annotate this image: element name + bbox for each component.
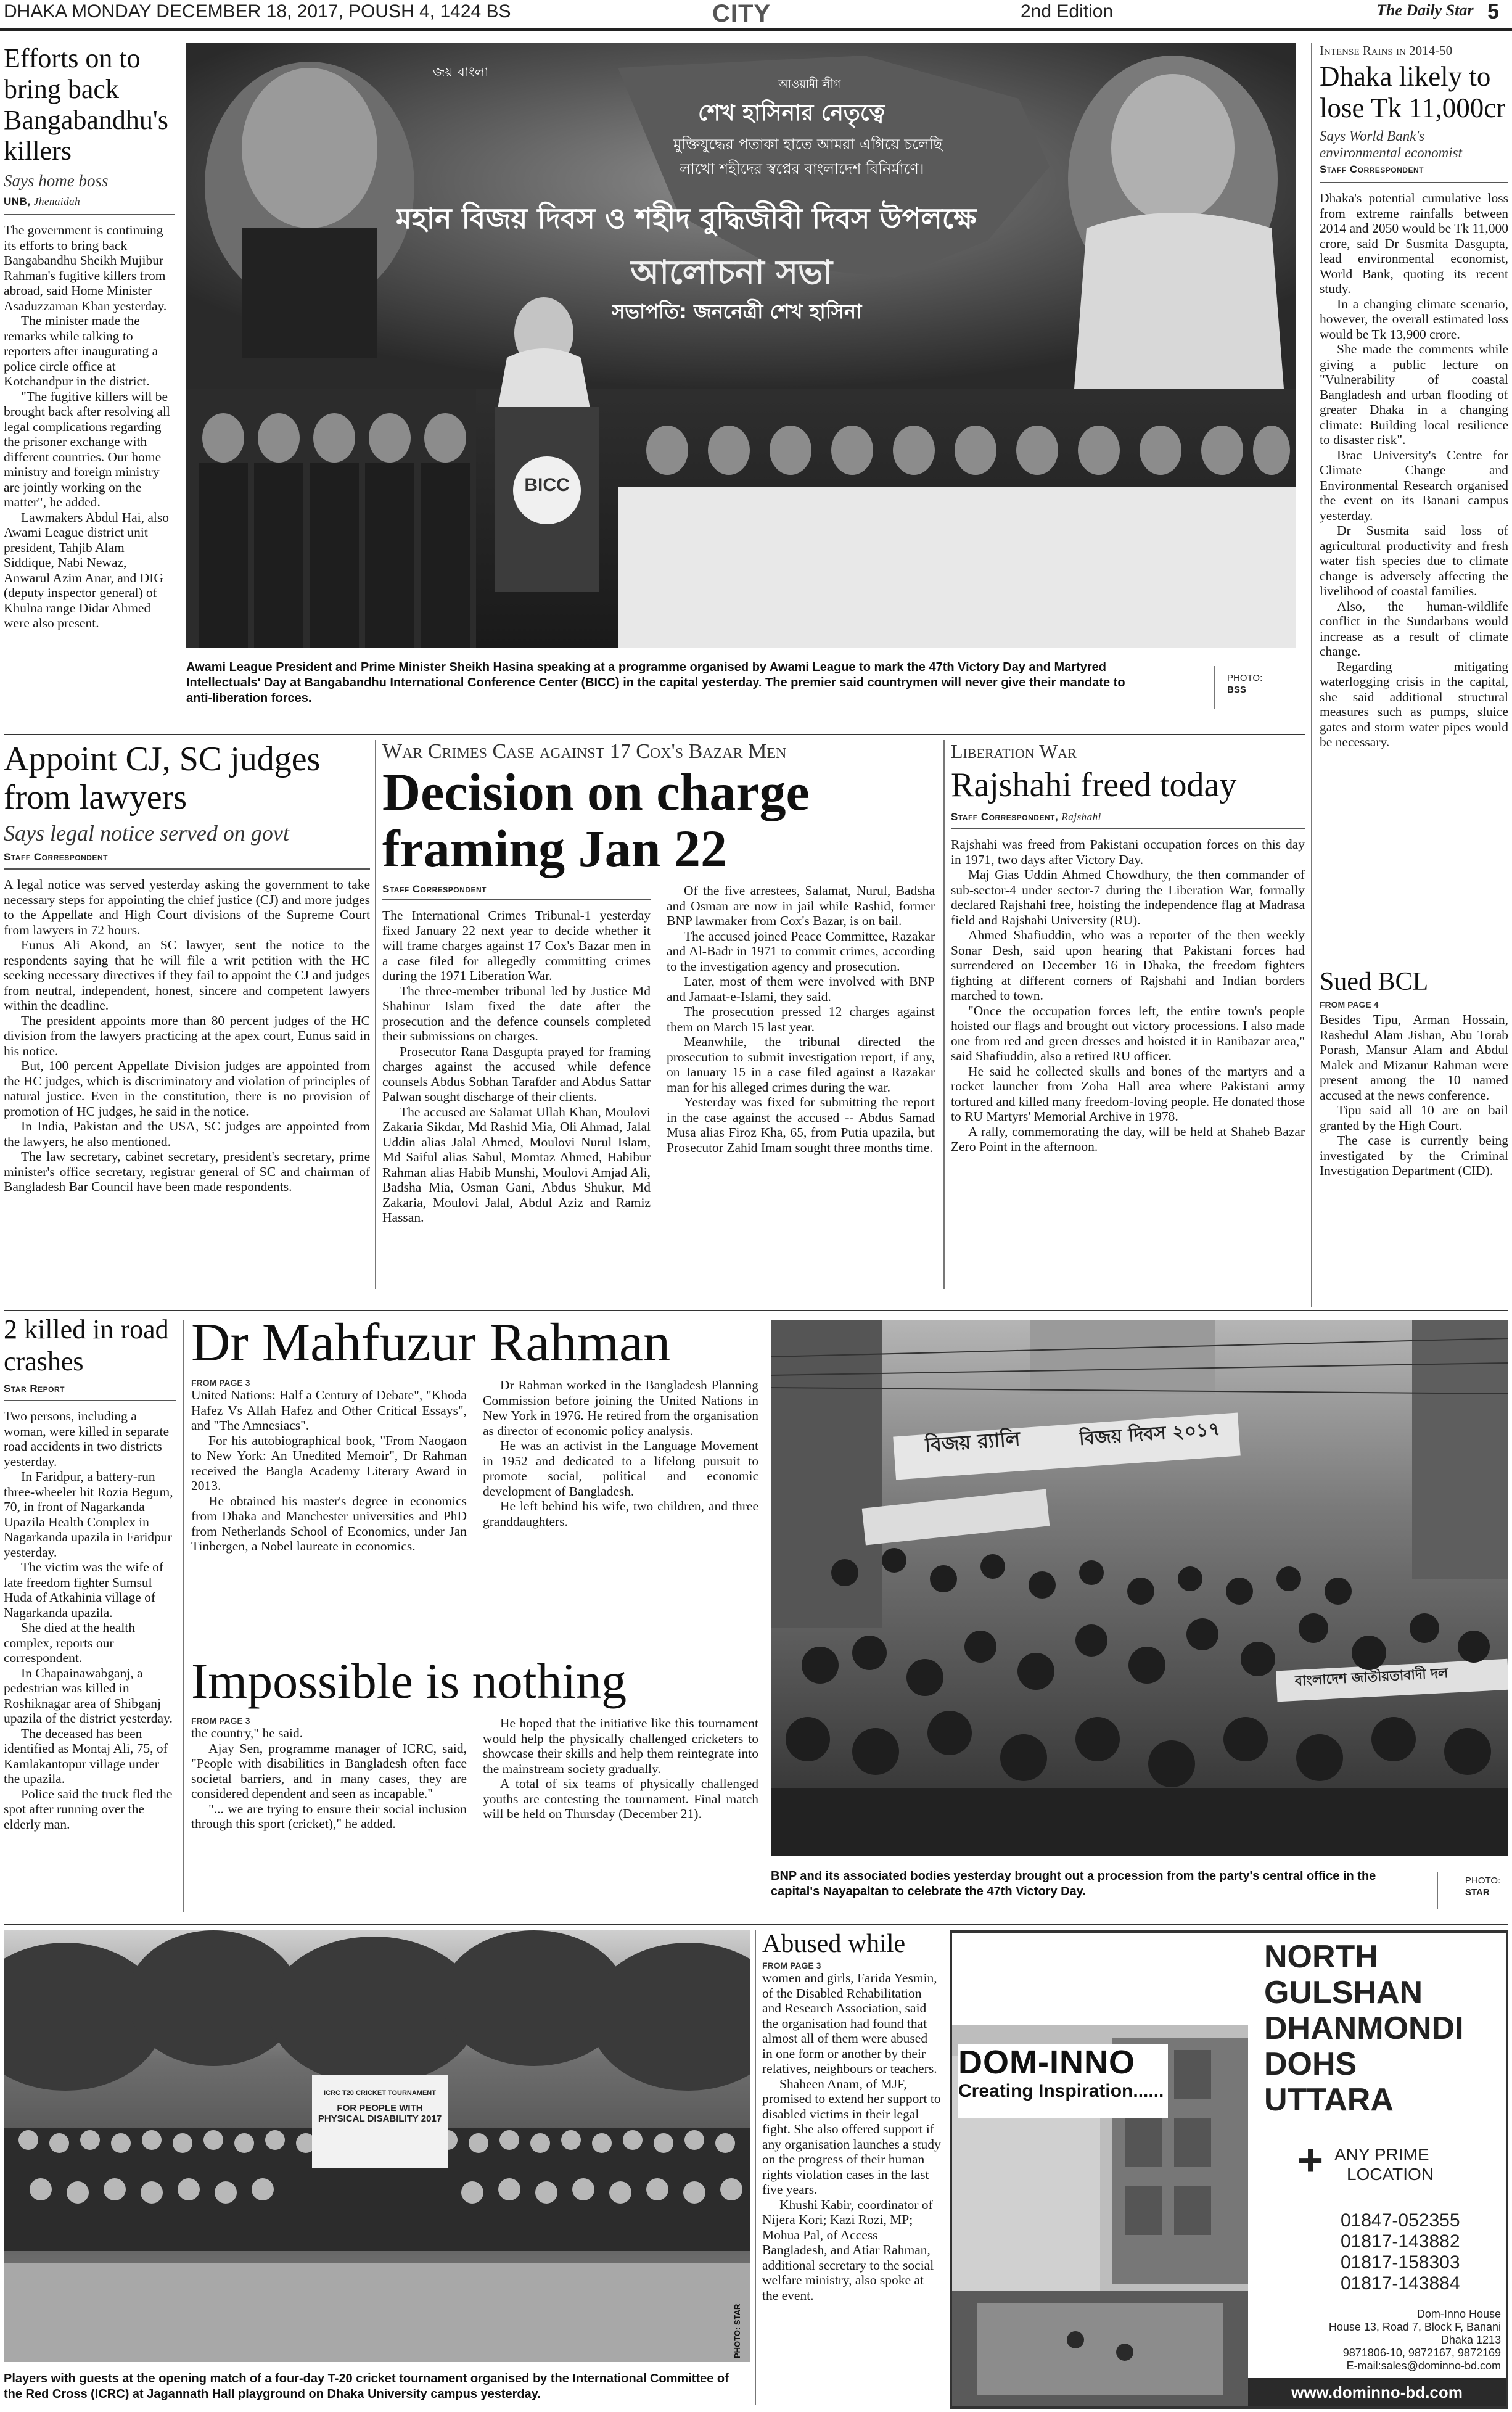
ad-telephone: 9871806-10, 9872167, 9872169 (1342, 2347, 1501, 2359)
cj-deck: Says legal notice served on govt (4, 821, 289, 846)
ad-phone-list (1341, 2210, 1501, 2297)
ad-any-prime-line-1: ANY PRIME (1334, 2145, 1429, 2164)
cricket-divider (755, 1930, 756, 2405)
rajshahi-body: Rajshahi was freed from Pakistani occupation forces on this day in 1971, two days after Victory Day. Maj Gias Uddin Ahmed Chowdhury, the then commander of sub-sector-4 under sector-7 during the Liberation War, formally declared Rajshahi free, hoisting the independence flag at Madrasa field and Rajshahi University (RU). Ahmed Shafiuddin, who was a reporter of the then weekly Sonar Desh, said upon hearing that Pakistani forces had surrendered on December 16 in Dhaka, the freedom fighters fighting at different corners of Rajshahi and Indian borders marched to town. "Once the occupation forces left, the entire town's people hoisted our flags and brought out victory processions. I also made one from red and green dresses and hoisted it in Ranibazar area," said Shafiuddin, also a retired RU officer. He said he collected skulls and bones of the martyrs and a rocket launcher from Zoha Hall area where Pakistani army tortured and killed many freedom-loving people. He donated those to RU Martyrs' Memorial Archive in 1978. A rally, commemorating the day, will be held at Shaheb Bazar Zero Point in the afternoon. (951, 837, 1305, 1154)
crashes-byline: Star Report (4, 1383, 65, 1394)
warcrimes-byline: Staff Correspondent (382, 883, 487, 895)
bcl-from-page: FROM PAGE 4 (1320, 1000, 1379, 1010)
bcl-body: Besides Tipu, Arman Hossain, Rashedul Alam Jishan, Abu Torab Porash, Mansur Alam and Abdul Malek and Mizanur Rahman were present among the 10 named accused at the news conference. Tipu said all 10 are on bail granted by the High Court. The case is currently being investigated by the Criminal Investigation Department (CID). (1320, 1012, 1508, 1179)
killers-body: The government is continuing its efforts to bring back Bangabandhu Sheikh Mujibur Rahman's fugitive killers from abroad, said Home Minister Asaduzzaman Khan yesterday. The minister made the remarks while talking to reporters after inaugurating a police circle office at Kotchandpur in the district. "The fugitive killers will be brought back after resolving all legal complications regarding the prisoner exchange with different countries. Our home ministry and foreign ministry are jointly working on the matter", he added. Lawmakers Abdul Hai, also Awami League district unit president, Tahjib Alam Siddique, Nabi Newaz, Anwarul Azim Anar, and DIG (deputy inspector general) of Khulna range Didar Ahmed were also present. (4, 223, 170, 630)
bcl-story (1320, 968, 1508, 1307)
row3-rule (4, 1310, 1508, 1311)
cricket-tournament-photo (4, 1930, 750, 2362)
dhaka-byline: Staff Correspondent (1320, 163, 1424, 175)
mahfuzur-story (191, 1314, 758, 1634)
cj-headline: Appoint CJ, SC judges from lawyers (4, 740, 321, 817)
ad-plus-sign: + (1297, 2142, 1324, 2185)
banner-line-1: শেখ হাসিনার নেতৃত্বে (698, 101, 885, 126)
dhaka-story (1320, 43, 1508, 968)
bnp-procession-photo-art (771, 1320, 1508, 1856)
masthead-edition: 2nd Edition (1021, 1, 1114, 22)
rajshahi-story (951, 740, 1305, 1295)
rajshahi-headline: Rajshahi freed today (951, 766, 1237, 804)
warcrimes-body-col2: Of the five arrestees, Salamat, Nurul, Badsha and Osman are now in jail while Rashid, former BNP lawmaker from Cox's Bazar, is on bail. The accused joined Peace Committee, Razakar and Al-Badr in 1971 to commit crimes, according to the investigation agency and prosecution. Later, most of them were involved with BNP and Jamaat-e-Islami, they said. The prosecution pressed 12 charges against them on March 15 last year. Meanwhile, the tribunal directed the prosecution to submit investigation report, if any, on January 15 in a case filed against a Razakar man for his alleged crimes during the war. Yesterday was fixed for submitting the report in the case against the accused -- Abdus Samad Musa alias Firoz Kha, 65, from Putia upazila, but Prosecutor Zahid Imam sought three months time. (667, 883, 935, 1155)
page-number: 5 (1487, 0, 1499, 23)
hasina-photo-caption: Awami League President and Prime Minister Sheikh Hasina speaking at a programme organised by Awami League to mark the 47th Victory Day and Martyred Intellectuals' Day at Bangabandhu International Conference Center (BICC) in the capital yesterday. The premier said countrymen will never give their mandate to anti-liberation forces. (186, 661, 1125, 705)
mahfuzur-from-page: FROM PAGE 3 (191, 1378, 250, 1388)
impossible-story (191, 1653, 758, 1912)
impossible-body: FROM PAGE 3 the country," he said. Ajay Sen, programme manager of ICRC, said, "People with disabilities in Bangladesh often face societal barriers, and in many cases, they are considered dependent and seen as incapable." "... we are trying to ensure their social inclusion through this sport (cricket)," he added. He hoped that the initiative like this tournament would help the physically challenged cricketers to showcase their skills and help them reintegrate into the mainstream society gradually. A total of six teams of physically challenged youths are contesting the tournament. Final match will be held on Thursday (December 21). (191, 1716, 758, 1831)
banner-chair: সভাপতি: জননেত্রী শেখ হাসিনা (612, 300, 862, 323)
dhaka-body: Dhaka's potential cumulative loss from extreme rainfalls between 2014 and 2050 would be Tk 11,000 crore, said Dr Susmita Dasgupta, lead environmental economist, World Bank, quoting its recent study. In a changing climate scenario, however, the overall estimated loss would be Tk 13,900 crore. She made the comments while giving a public lecture on "Vulnerability of coastal Bangladesh and urban flooding of greater Dhaka in a changing climate: Building local resilience to disaster risk". Brac University's Centre for Climate Change and Environmental Research organised the event on its Banani campus yesterday. Dr Susmita said loss of agricultural productivity and fresh water fish species due to climate change is adversely affecting the livelihood of coastal families. Also, the human-wildlife conflict in the Sundarbans would increase as a result of climate change. Regarding mitigating waterlogging crisis in the capital, she said additional structural measures such as pumps, sluice gates and storm water pipes would be necessary. (1320, 191, 1508, 749)
cj-warcrimes-divider (375, 740, 376, 1289)
ad-brand-name: DOM-INNO (958, 2044, 1135, 2081)
dhaka-headline: Dhaka likely to lose Tk 11,000cr (1320, 61, 1506, 123)
banner-line-2: মুক্তিযুদ্ধের পতাকা হাতে আমরা এগিয়ে চলেছি (673, 136, 943, 153)
ad-location-uttara: UTTARA (1264, 2082, 1394, 2118)
right-column-rule (1311, 43, 1312, 1307)
mahfuzur-body: FROM PAGE 3 United Nations: Half a Century of Debate", "Khoda Hafez Vs Allah Hafez and Other Critical Essays", and "The Amnesiacs". For his autobiographical book, "From Naogaon to New York: An Unedited Memoir", Dr Rahman received the Bangla Academy Literary Award in 2013. He obtained his master's degree in economics from Dhaka and Manchester universities and PhD from Netherlands School of Economics, under Jan Tinbergen, a Nobel laureate in economics. Dr Rahman worked in the Bangladesh Planning Commission before joining the United Nations in New York in 1976. He retired from the organisation as director of economic policy analysis. He was an activist in the Language Movement in 1952 and dedicated to a lifelong pursuit to promote social, political and economic development of Bangladesh. He left behind his wife, two children, and three granddaughters. (191, 1378, 758, 1554)
masthead-rule (0, 28, 1512, 31)
killers-deck: Says home boss (4, 171, 109, 190)
abused-body: women and girls, Farida Yesmin, of the Disabled Rehabilitation and Research Association, said the organisation had found that almost all of them were abused in one form or another by their relatives, neighbours or teachers. Shaheen Anam, of MJF, promised to extend her support to disabled victims in their legal fight. She also offered support if any organisation launches a study on the progress of their human rights violation cases in the last five years. Khushi Kabir, coordinator of Nijera Kori; Kazi Rozi, MP; Mohua Pal, of Access Bangladesh, and Atiar Rahman, additional secretary to the social welfare ministry, also spoke at the event. (762, 1970, 941, 2303)
rajshahi-kicker: Liberation War (951, 740, 1077, 762)
cricket-photo-credit: PHOTO: STAR (733, 2303, 742, 2358)
cricket-banner-line-3: PHYSICAL DISABILITY 2017 (318, 2114, 442, 2124)
killers-byline: UNB, Jhenaidah (4, 196, 81, 207)
dom-inno-ad[interactable] (950, 1930, 1508, 2409)
ad-address-line-2: Dhaka 1213 (1440, 2334, 1501, 2346)
ad-prime-location (1297, 2142, 1495, 2192)
row2-rule (4, 734, 1305, 735)
mahfuzur-headline: Dr Mahfuzur Rahman (191, 1314, 671, 1373)
impossible-from-page: FROM PAGE 3 (191, 1716, 250, 1726)
banner-awami-league: আওয়ামী লীগ (778, 78, 841, 91)
killers-story (4, 43, 175, 722)
dhaka-deck: Says World Bank's environmental economist (1320, 128, 1463, 160)
ad-phone-4[interactable]: 01817-143884 (1341, 2273, 1460, 2294)
bcl-headline: Sued BCL (1320, 968, 1429, 996)
banner-joy-bangla: জয় বাংলা (433, 65, 489, 80)
cj-byline: Staff Correspondent (4, 851, 108, 863)
ad-email[interactable]: E-mail:sales@dominno-bd.com (1346, 2360, 1501, 2372)
ad-location-north: NORTH (1264, 1939, 1378, 1975)
warcrimes-story (382, 740, 937, 1295)
cj-story (4, 740, 370, 1295)
masthead-paper-name: The Daily Star (1376, 1, 1474, 19)
rajshahi-byline: Staff Correspondent, Rajshahi (951, 811, 1101, 823)
podium-logo: BICC (524, 475, 570, 495)
crashes-body: Two persons, including a woman, were killed in separate road accidents in two districts yesterday. In Faridpur, a battery-run three-wheeler hit Rozia Begum, 70, in front of Nagarkanda Upazila Health Complex in Nagarkanda upazila in Faridpur yesterday. The victim was the wife of late freedom fighter Sumsul Huda of Atkahinia village of Nagarkanda upazila. She died at the health complex, reports our correspondent. In Chapainawabganj, a pedestrian was killed in Roshiknagar area of Shibganj upazila of the district yesterday. The deceased has been identified as Montaj Ali, 75, of Kamlakantopur village under the upazila. Police said the truck fled the spot after running over the elderly man. (4, 1409, 173, 1832)
warcrimes-kicker: War Crimes Case against 17 Cox's Bazar Men (382, 740, 787, 763)
cj-body: A legal notice was served yesterday asking the government to take necessary steps for appointing the chief justice (CJ) and more judges to the Appellate and High Court divisions of the Supreme Court from lawyers in 72 hours. Eunus Ali Akond, an SC lawyer, sent the notice to the respondents saying that he will file a writ petition with the HC seeking necessary directives if they fail to appoint the CJ and judges from neutral, independent, honest, sincere and competent lawyers within the deadline. The president appoints more than 80 percent judges of the HC division from the lawyers practicing at the apex court, Eunus said in his notice. But, 100 percent Appellate Division judges are appointed from the HC judges, which is discriminatory and violation of principles of natural justice. Even in the constitution, there is no provision of promotion of HC judges, he said in the notice. In India, Pakistan and the USA, SC judges are appointed from the lawyers, he also mentioned. The law secretary, cabinet secretary, president's secretary, prime minister's office secretary, registrar general of SC and chairman of Bangladesh Bar Council have been made respondents. (4, 877, 370, 1194)
ad-location-dohs: DOHS (1264, 2046, 1357, 2082)
cricket-banner-line-2: FOR PEOPLE WITH (337, 2103, 423, 2114)
ad-tagline: Creating Inspiration...... (958, 2081, 1164, 2101)
ad-location-gulshan: GULSHAN (1264, 1975, 1423, 2011)
caption-divider (1214, 666, 1215, 709)
bnp-photo-caption: BNP and its associated bodies yesterday brought out a procession from the party's central office in the capital's Nayapaltan to celebrate the 47th Victory Day. (771, 1869, 1376, 1898)
ad-phone-2[interactable]: 01817-143882 (1341, 2231, 1460, 2252)
cricket-photo-caption: Players with guests at the opening match of a four-day T-20 cricket tournament organised by the International Committee of the Red Cross (ICRC) at Jagannath Hall playground on Dhaka University campus yesterday. (4, 2372, 729, 2401)
bnp-photo-credit: PHOTO: STAR (1465, 1875, 1501, 1898)
ad-address-block (1285, 2308, 1501, 2376)
crashes-headline: 2 killed in road crashes (4, 1314, 169, 1377)
ad-address-line-1: House 13, Road 7, Block F, Banani (1328, 2321, 1501, 2333)
masthead-date: DHAKA MONDAY DECEMBER 18, 2017, POUSH 4, 1424 BS (4, 1, 511, 22)
abused-headline: Abused while (762, 1930, 906, 1958)
hasina-rally-photo (186, 43, 1296, 648)
bnp-banner-rally: বিজয় র‍্যালি (924, 1426, 1021, 1457)
ad-pool-photo-art (952, 1933, 1248, 2406)
ad-website-bar[interactable] (1248, 2378, 1506, 2406)
impossible-headline: Impossible is nothing (191, 1653, 627, 1709)
ad-house-name: Dom-Inno House (1416, 2308, 1501, 2320)
ad-website[interactable]: www.dominno-bd.com (1291, 2383, 1463, 2402)
banner-meeting: আলোচনা সভা (630, 253, 832, 292)
killers-headline: Efforts on to bring back Bangabandhu's killers (4, 43, 168, 166)
cricket-banner (315, 2078, 445, 2165)
ad-phone-3[interactable]: 01817-158303 (1341, 2252, 1460, 2273)
ad-pool-photo (952, 1933, 1248, 2406)
cricket-banner-line-1: ICRC T20 CRICKET TOURNAMENT (324, 2089, 436, 2097)
abused-from-page: FROM PAGE 3 (762, 1961, 821, 1971)
warcrimes-body-col1: The International Crimes Tribunal-1 yesterday fixed January 22 next year to decide whether it will frame charges against 17 Cox's Bazar men in a case filed for allegedly committing crimes during the 1971 Liberation War. The three-member tribunal led by Justice Md Shahinur Islam fixed the date after the prosecution and the defence counsels completed their submissions on charges. Prosecutor Rana Dasgupta prayed for framing charges against the accused while defence counsels Abdus Sobhan Tarafder and Abdus Sattar Palwan sought discharge of their clients. The accused are Salamat Ullah Khan, Moulovi Zakaria Sikdar, Md Rashid Mia, Oli Ahmad, Jalal Uddin alias Jalal Ahmed, Moulovi Nurul Islam, Md Saiful alias Sabul, Momtaz Ahmed, Habibur Rahman alias Habib Munshi, Moulovi Amjad Ali, Badsha Mia, Osman Gani, Abdus Shukur, Md Zakaria, Moulovi Jalal, Abdul Aziz and Ramiz Hassan. (382, 908, 651, 1225)
bnp-caption-divider (1437, 1872, 1438, 1909)
ad-any-prime-line-2: LOCATION (1347, 2165, 1434, 2184)
masthead-section: CITY (712, 0, 771, 27)
banner-main: মহান বিজয় দিবস ও শহীদ বুদ্ধিজীবী দিবস উপলক্ষে (396, 202, 977, 235)
hasina-photo-credit: PHOTO: BSS (1227, 673, 1263, 695)
row4-rule (4, 1924, 1508, 1925)
ad-brand-panel (958, 2044, 1168, 2118)
bnp-banner-year: বিজয় দিবস ২০১৭ (1078, 1418, 1222, 1451)
ad-phone-1[interactable]: 01847-052355 (1341, 2210, 1460, 2231)
warcrimes-rajshahi-divider (943, 740, 945, 1289)
dhaka-kicker: Intense Rains in 2014-50 (1320, 43, 1453, 58)
crashes-divider (183, 1320, 184, 1912)
warcrimes-headline: Decision on charge framing Jan 22 (382, 762, 810, 878)
ad-location-dhanmondi: DHANMONDI (1264, 2011, 1464, 2046)
banner-line-3: লাখো শহীদের স্বপ্নের বাংলাদেশ বিনির্মাণে। (680, 160, 924, 178)
bnp-procession-photo (771, 1320, 1508, 1856)
bnp-banner-party: বাংলাদেশ জাতীয়তাবাদী দল (1294, 1666, 1448, 1690)
crashes-story (4, 1314, 176, 1906)
abused-story (762, 1930, 941, 2411)
